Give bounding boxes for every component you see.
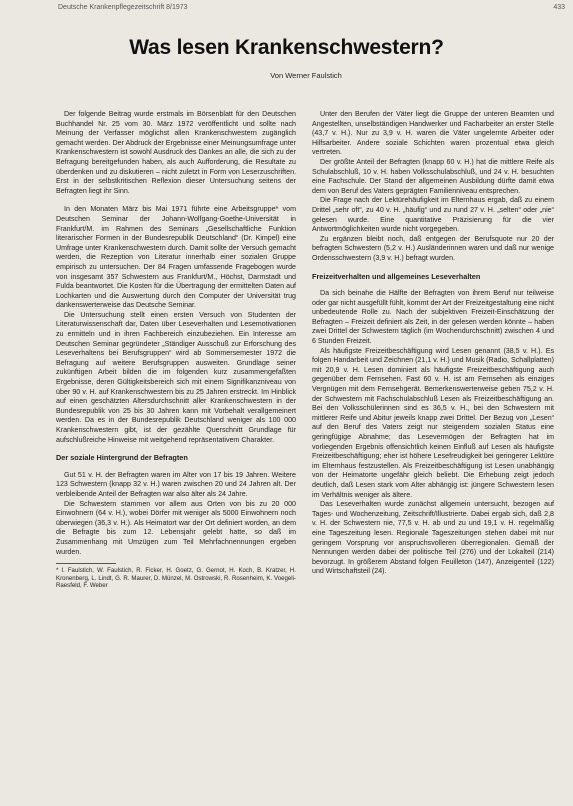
paragraph: Zu ergänzen bleibt noch, daß entgegen der Berufsquote nur 20 der befragten Schwestern (5,2 v. H.) Ausländerinnen waren und daß nur wenige Ordensschwestern (3,9 v. H.) befragt wurden. (312, 234, 554, 262)
paragraph: Der größte Anteil der Befragten (knapp 60 v. H.) hat die mittlere Reife als Schulabschluß, 10 v. H. haben Volksschulabschluß, und 24 v. H. besuchten eine Fachschule. Der Stand der allgemeinen Ausbildung dürfte damit etwa dem von Beruf des Vaters geprägten Familienniveau entsprechen. (312, 157, 554, 195)
page-number: 433 (553, 4, 565, 11)
paragraph: In den Monaten März bis Mai 1971 führte eine Arbeitsgruppe* vom Deutschen Seminar der Johann-Wolfgang-Goethe-Universität in Frankfurt/M. im Rahmen des Seminars „Gesellschaftliche Funktion literarischer Formen in der Bundesrepublik Deutschland“ (Dr. Kimpel) eine Umfrage unter Krankenschwestern durch. Damit sollte der Versuch gemacht werden, die Rezeption von Literatur innerhalb einer sozialen Gruppe empirisch zu untersuchen. Der 84 Fragen umfassende Fragebogen wurde von insgesamt 357 Schwestern aus Frankfurt/M., Höchst, Darmstadt und Fulda beantwortet. Die Kosten für die Übertragung der ermittelten Daten auf Lochkarten und die Auswertung durch den Computer der Universität trug dankenswerterweise das Deutsche Seminar. (56, 205, 296, 310)
paragraph: Die Schwestern stammen vor allem aus Orten von bis zu 20 000 Einwohnern (64 v. H.), wobei Dörfer mit weniger als 5000 Einwohnern noch überwiegen (36,3 v. H.). Als Heimatort war der Ort definiert worden, an dem die Befragte bis zum 12. Lebensjahr gelebt hatte, so daß im Zusammenhang mit Umzügen zum Teil Mehrfachnennungen ergeben wurden. (56, 499, 296, 556)
footnote-divider (56, 563, 116, 564)
paragraph: Die Frage nach der Lektürehäufigkeit im Elternhaus ergab, daß zu einem Drittel „sehr oft“, zu 40 v. H. „häufig“ und zu rund 27 v. H. „selten“ oder „nie“ gelesen wurde. Eine quantitative Präzisierung für die vier Antwortmöglichkeiten wurde nicht vorgegeben. (312, 196, 554, 234)
article-title: Was lesen Krankenschwestern? (129, 36, 444, 59)
section-heading: Freizeitverhalten und allgemeines Leseverhalten (312, 271, 481, 281)
running-head: Deutsche Krankenpflegezeitschrift 8/1973 (58, 4, 188, 11)
paragraph: Unter den Berufen der Väter liegt die Gruppe der unteren Beamten und Angestellten, unselbständigen Handwerker und Facharbeiter an erster Stelle (43,7 v. H.). Nur zu 3,9 v. H. waren die Väter ungelernte Arbeiter oder Hilfsarbeiter. Andere soziale Schichten waren prozentual etwa gleich vertreten. (312, 110, 554, 157)
right-column (312, 110, 554, 577)
footnote: * I. Faulstich, W. Faulstich, R. Ficker, H. Goetz, G. Gernot, H. Koch, B. Kratzer, H. Kronenberg, L. Lindt, G. R. Maurer, D. Münzel, M. Ostrowski, R. Rosenheim, K. Voegeli-Raesfeld, F. Weber (56, 567, 296, 590)
paragraph: Der folgende Beitrag wurde erstmals im Börsenblatt für den Deutschen Buchhandel Nr. 25 vom 30. März 1972 veröffentlicht und sollte nach Meinung der Verfasser möglichst allen Krankenschwestern zugänglich gemacht werden. Der Abdruck der Ergebnisse einer Meinungsumfrage unter Krankenschwestern ist sowohl Ausdruck des Dankes an alle, die sich zu der Befragung bereitgefunden haben, als auch Aufforderung, die Resultate zu überdenken und zu diskutieren – nicht zuletzt in Form von Leserzuschriften. Erst in der selbstkritischen Reflexion dieser Untersuchung seitens der Befragten liegt ihr Sinn. (56, 110, 296, 195)
article-byline: Von Werner Faulstich (270, 71, 342, 80)
paragraph: Gut 51 v. H. der Befragten waren im Alter von 17 bis 19 Jahren. Weitere 123 Schwestern (knapp 32 v. H.) waren zwischen 20 und 24 Jahren alt. Der verbleibende Anteil der Befragten war also älter als 24 Jahre. (56, 470, 296, 498)
section-heading: Der soziale Hintergrund der Befragten (56, 453, 188, 463)
paragraph: Da sich beinahe die Hälfte der Befragten von ihrem Beruf nur teilweise oder gar nicht ausgefüllt fühlt, kommt der Art der Freizeitgestaltung eine nicht unbedeutende Rolle zu. Nach der subjektiven Freizeit-Einschätzung der Befragten – Freizeit definiert als Zeit, in der gelesen werden könnte – haben zwei Drittel der Schwestern täglich (im Wochendurchschnitt) zwischen 4 und 6 Stunden Freizeit. (312, 289, 554, 346)
paragraph: Die Untersuchung stellt einen ersten Versuch von Studenten der Literaturwissenschaft dar, Daten über Leseverhalten und Lesemotivationen zu ermitteln und in ihren Fachbereich einzubeziehen. Ein Interesse am Deutschen Seminar gegründeter „Ständiger Ausschuß zur Erforschung des Leseverhaltens bei Berufsgruppen“ wird ab Sommersemester 1972 die Befragung auf weitere Berufsgruppen ausweiten. Grundlage seiner zukünftigen Arbeit bilden die im folgenden kurz zusammengefaßten Ergebnisse, deren Gültigkeitsbereich sich mit einem Signifikanzniveau von über 90 v. H. auf Krankenschwestern bis zu 25 Jahren erstreckt. Im Hinblick auf einen geschätzten Altersdurchschnitt aller Krankenschwestern in der Bundesrepublik von 25 bis 30 Jahren kann mit Vorbehalt verallgemeinert werden. Da es in der Bundesrepublik Deutschland weniger als 100 000 Krankenschwestern gibt, ist der gezählte Querschnitt Grundlage für aufschlußreiche Hinweise mit weitgehend repräsentativem Charakter. (56, 310, 296, 444)
paragraph: Das Leseverhalten wurde zunächst allgemein untersucht, bezogen auf Tages- und Wochenzeitung, Zeitschrift/Illustrierte. Dabei ergab sich, daß 2,8 v. H. der Schwestern nie, 77,5 v. H. ab und zu und 19,1 v. H. regelmäßig eine Tageszeitung lesen. Regionale Tageszeitungen stehen dabei mit nur geringem Vorsprung vor anspruchsvolleren überregionalen. Gemäß der Nennungen werden dabei der politische Teil (276) und der Lokalteil (214) bevorzugt. In größerem Abstand folgen Feuilleton (147), Anzeigenteil (122) und Wirtschaftsteil (24). (312, 500, 554, 576)
paragraph: Als häufigste Freizeitbeschäftigung wird Lesen genannt (38,5 v. H.). Es folgen Handarbeit und Zeichnen (21,1 v. H.) und Musik (Radio, Schallplatten) mit 20,9 v. H. Lesen dominiert als häufigste Freizeitbeschäftigung auch gegenüber dem Fernsehen. Fast 60 v. H. ist am Fernsehen als einziges Vergnügen mit dem Fernsehgerät. Bemerkenswerterweise geben 75,2 v. H. der Schwestern mit Fachschulabschluß Lesen als Freizeitbeschäftigung an. Bei den Volksschülerinnen sind es 36,5 v. H., bei den Schwestern mit mittlerer Reife und Abitur jeweils knapp zwei Drittel. Der Bezug von „Lesen“ auf den Beruf des Vaters zeigt nur steigendem sozialen Status eine geringfügige Abnahme; das Lesevermögen der Befragten hat im vorliegenden Ergebnis offensichtlich keinen Einfluß auf Lesen als häufigste Freizeitbeschäftigung; eher ist höhere Lesefreudigkeit bei geringerer Lektüre im Elternhaus festzustellen. Als Freizeitbeschäftigung ist Lesen unabhängig von der Heimatorte ungefähr gleich beliebt. Die Erhebung zeigt jedoch deutlich, daß Lesen stark vom Alter abhängig ist: jüngere Schwestern lesen im Verhältnis weniger als ältere. (312, 346, 554, 499)
left-column (56, 110, 296, 590)
